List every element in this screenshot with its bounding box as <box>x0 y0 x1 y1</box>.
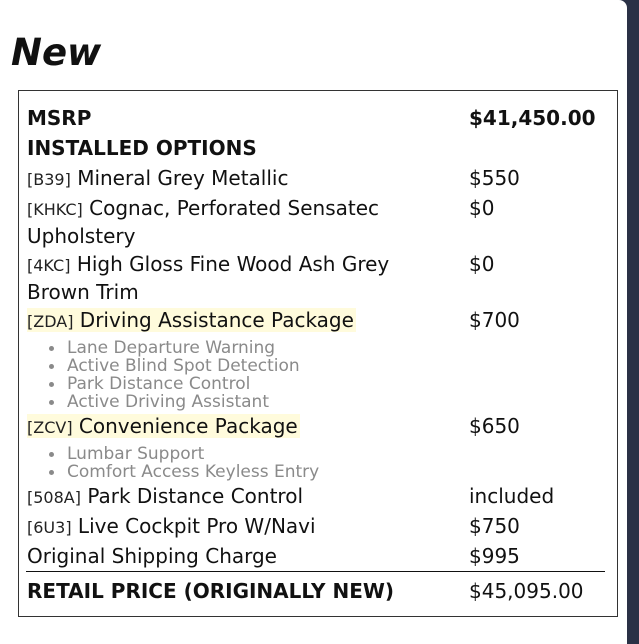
bullet-icon <box>49 400 54 405</box>
package-feature: Active Blind Spot Detection <box>67 357 300 375</box>
package-feature: Lane Departure Warning <box>67 339 300 357</box>
option-row <box>27 513 447 541</box>
bullet-icon <box>49 470 54 475</box>
installed-options-heading: INSTALLED OPTIONS <box>27 136 257 160</box>
option-code: [508A] <box>27 488 81 507</box>
package-row <box>27 307 356 335</box>
package-feature: Active Driving Assistant <box>67 393 300 411</box>
page-title: New <box>11 31 102 74</box>
option-row <box>27 195 447 249</box>
option-code: [B39] <box>27 170 71 189</box>
option-price: $0 <box>469 196 495 220</box>
retail-price-value: $45,095.00 <box>469 579 584 603</box>
package-feature: Lumbar Support <box>67 445 319 463</box>
option-code: [6U3] <box>27 518 72 537</box>
bullet-icon <box>49 452 54 457</box>
option-name: High Gloss Fine Wood Ash Grey Brown Trim <box>27 252 390 304</box>
option-code: [4KC] <box>27 256 71 275</box>
option-code: [KHKC] <box>27 200 83 219</box>
price-breakdown-box <box>18 90 618 617</box>
option-price: included <box>469 484 555 508</box>
retail-price-label: RETAIL PRICE (ORIGINALLY NEW) <box>27 579 395 603</box>
shipping-price: $995 <box>469 544 520 568</box>
option-name: Cognac, Perforated Sensatec Upholstery <box>27 196 380 248</box>
option-price: $700 <box>469 308 520 332</box>
option-name: Driving Assistance Package <box>79 308 354 332</box>
bullet-icon <box>49 382 54 387</box>
option-row <box>27 251 447 305</box>
option-code: [ZDA] <box>27 312 74 331</box>
package-feature-list <box>67 445 319 481</box>
package-feature-list <box>67 339 300 411</box>
option-price: $550 <box>469 166 520 190</box>
msrp-label: MSRP <box>27 106 92 130</box>
package-highlight <box>27 414 300 438</box>
option-row <box>27 483 447 511</box>
shipping-label: Original Shipping Charge <box>27 544 277 568</box>
option-price: $750 <box>469 514 520 538</box>
total-divider <box>26 571 605 572</box>
option-name: Park Distance Control <box>87 484 304 508</box>
option-code: [ZCV] <box>27 418 73 437</box>
package-feature: Comfort Access Keyless Entry <box>67 463 319 481</box>
shipping-row <box>27 543 277 569</box>
option-row <box>27 165 447 193</box>
package-row <box>27 413 300 441</box>
option-name: Convenience Package <box>78 414 298 438</box>
option-price: $0 <box>469 252 495 276</box>
msrp-price: $41,450.00 <box>469 106 596 130</box>
bullet-icon <box>49 346 54 351</box>
option-price: $650 <box>469 414 520 438</box>
option-name: Mineral Grey Metallic <box>77 166 289 190</box>
package-highlight <box>27 308 356 332</box>
option-name: Live Cockpit Pro W/Navi <box>77 514 316 538</box>
bullet-icon <box>49 364 54 369</box>
package-feature: Park Distance Control <box>67 375 300 393</box>
